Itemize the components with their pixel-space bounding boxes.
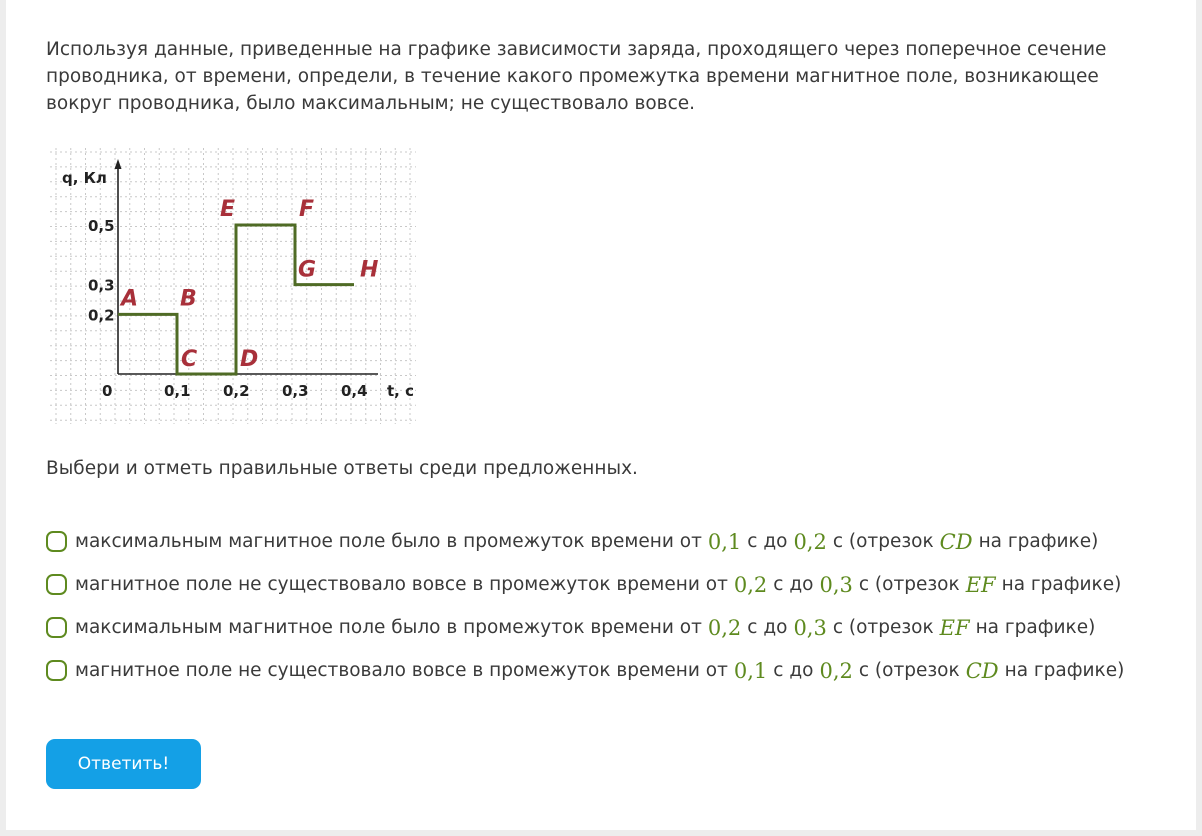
option-to: 0,3 [819, 572, 853, 597]
option-text-post2: на графике) [975, 617, 1096, 638]
option-segment: CD [965, 658, 999, 683]
x-axis-label: t, с [387, 382, 414, 400]
y-axis [115, 159, 122, 374]
task-card [6, 0, 1196, 830]
option-from: 0,2 [707, 615, 742, 640]
option-text-pre: максимальным магнитное поле было в промежуток времени от [75, 617, 702, 638]
point-label-f: F [299, 197, 315, 222]
option-text-post1: с (отрезок [858, 574, 960, 595]
option-text-post2: на графике) [1001, 574, 1122, 595]
point-label-d: D [240, 347, 259, 372]
answer-option-2[interactable] [46, 563, 1124, 606]
option-to: 0,2 [793, 529, 827, 554]
option-text-mid: с до [773, 660, 814, 681]
option-text-mid: с до [747, 531, 788, 552]
checkbox-1[interactable] [46, 531, 67, 552]
option-text-post1: с (отрезок [832, 617, 934, 638]
option-segment: EF [965, 572, 996, 597]
point-label-e: E [220, 197, 236, 222]
x-tick-label: 0,1 [164, 382, 191, 400]
answer-option-1[interactable] [46, 520, 1124, 563]
checkbox-4[interactable] [46, 660, 67, 681]
x-tick-label: 0,4 [341, 382, 368, 400]
x-tick-labels [102, 382, 368, 400]
y-tick-label: 0,5 [88, 217, 115, 235]
instruction-text: Выбери и отметь правильные ответы среди предложенных. [46, 458, 638, 479]
option-text-pre: максимальным магнитное поле было в промежуток времени от [75, 531, 702, 552]
charge-line [118, 225, 354, 374]
option-segment: EF [939, 615, 970, 640]
option-text-post1: с (отрезок [858, 660, 960, 681]
x-tick-label: 0,3 [282, 382, 309, 400]
point-label-g: G [298, 257, 317, 283]
option-text-mid: с до [747, 617, 788, 638]
point-label-a: A [121, 286, 139, 312]
x-tick-label: 0 [102, 382, 113, 400]
y-axis-label: q, Кл [62, 169, 107, 187]
option-from: 0,2 [733, 572, 768, 597]
answer-option-4[interactable] [46, 649, 1124, 692]
option-segment: CD [939, 529, 973, 554]
submit-button[interactable]: Ответить! [46, 739, 201, 789]
answer-options [46, 520, 1124, 692]
x-tick-label: 0,2 [223, 382, 250, 400]
point-label-h: H [360, 257, 379, 283]
point-label-c: C [181, 347, 198, 372]
y-tick-label: 0,3 [88, 276, 115, 295]
option-from: 0,1 [707, 529, 742, 554]
option-text-post2: на графике) [978, 531, 1099, 552]
answer-option-3[interactable] [46, 606, 1124, 649]
charge-time-graph [48, 146, 418, 426]
option-to: 0,2 [819, 658, 853, 683]
option-text-post1: с (отрезок [832, 531, 934, 552]
point-label-b: B [180, 286, 197, 312]
option-from: 0,1 [733, 658, 768, 683]
question-text: Используя данные, приведенные на графике зависимости заряда, проходящего через поперечное сечение проводника, от времени, определи, в течение какого промежутка времени магнитное поле, возникающее вокруг проводника, было максимальным; не существовало вовсе. [46, 39, 1107, 114]
option-text-post2: на графике) [1004, 660, 1125, 681]
checkbox-3[interactable] [46, 617, 67, 638]
option-text-mid: с до [773, 574, 814, 595]
option-text-pre: магнитное поле не существовало вовсе в промежуток времени от [75, 574, 728, 595]
checkbox-2[interactable] [46, 574, 67, 595]
y-tick-label: 0,2 [88, 306, 115, 325]
option-text-pre: магнитное поле не существовало вовсе в промежуток времени от [75, 660, 728, 681]
option-to: 0,3 [793, 615, 827, 640]
